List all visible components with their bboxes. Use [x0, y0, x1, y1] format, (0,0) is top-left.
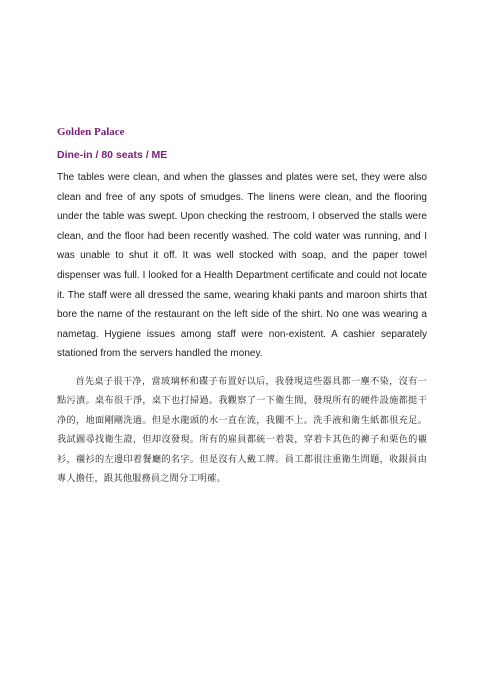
restaurant-title: Golden Palace	[57, 126, 125, 138]
document-body	[57, 126, 427, 488]
restaurant-subtitle: Dine-in / 80 seats / ME	[57, 149, 168, 161]
review-paragraph-chinese: 首先桌子很干净，當玻璃杯和碟子布置好以后，我發現這些器具都一塵不染，沒有一點污漬。桌布很干淨，桌下也打掃過。我觀察了一下衛生間，發現所有的硬件設施都挺干净的，地面剛剛洗過。但是水龍頭的水一直在流，我關不上。洗手液和衛生紙都很充足。我試圖尋找衛生證，但却沒發現。所有的雇員都統一着裝，穿着卡其色的褲子和栗色的襯衫，襯衫的左邊印着餐廳的名字。但是沒有人戴工牌。員工都很注重衛生問題，收銀員由專人擔任，跟其他服務員之間分工明確。	[57, 375, 427, 484]
review-paragraph-english: The tables were clean, and when the glasses and plates were set, they were also clean and free of any spots of smudges. The linens were clean, and the flooring under the table was swept. Upon checking the restroom, I observed the stalls were clean, and the floor had been recently washed. The cold water was running, and I was unable to shut it off. It was well stocked with soap, and the paper towel dispenser was full. I looked for a Health Department certificate and could not locate it. The staff were all dressed the same, wearing khaki pants and maroon shirts that bore the name of the restaurant on the left side of the shirt. No one was wearing a nametag. Hygiene issues among staff were non-existent. A cashier separately stationed from the servers handled the money.	[57, 172, 427, 360]
